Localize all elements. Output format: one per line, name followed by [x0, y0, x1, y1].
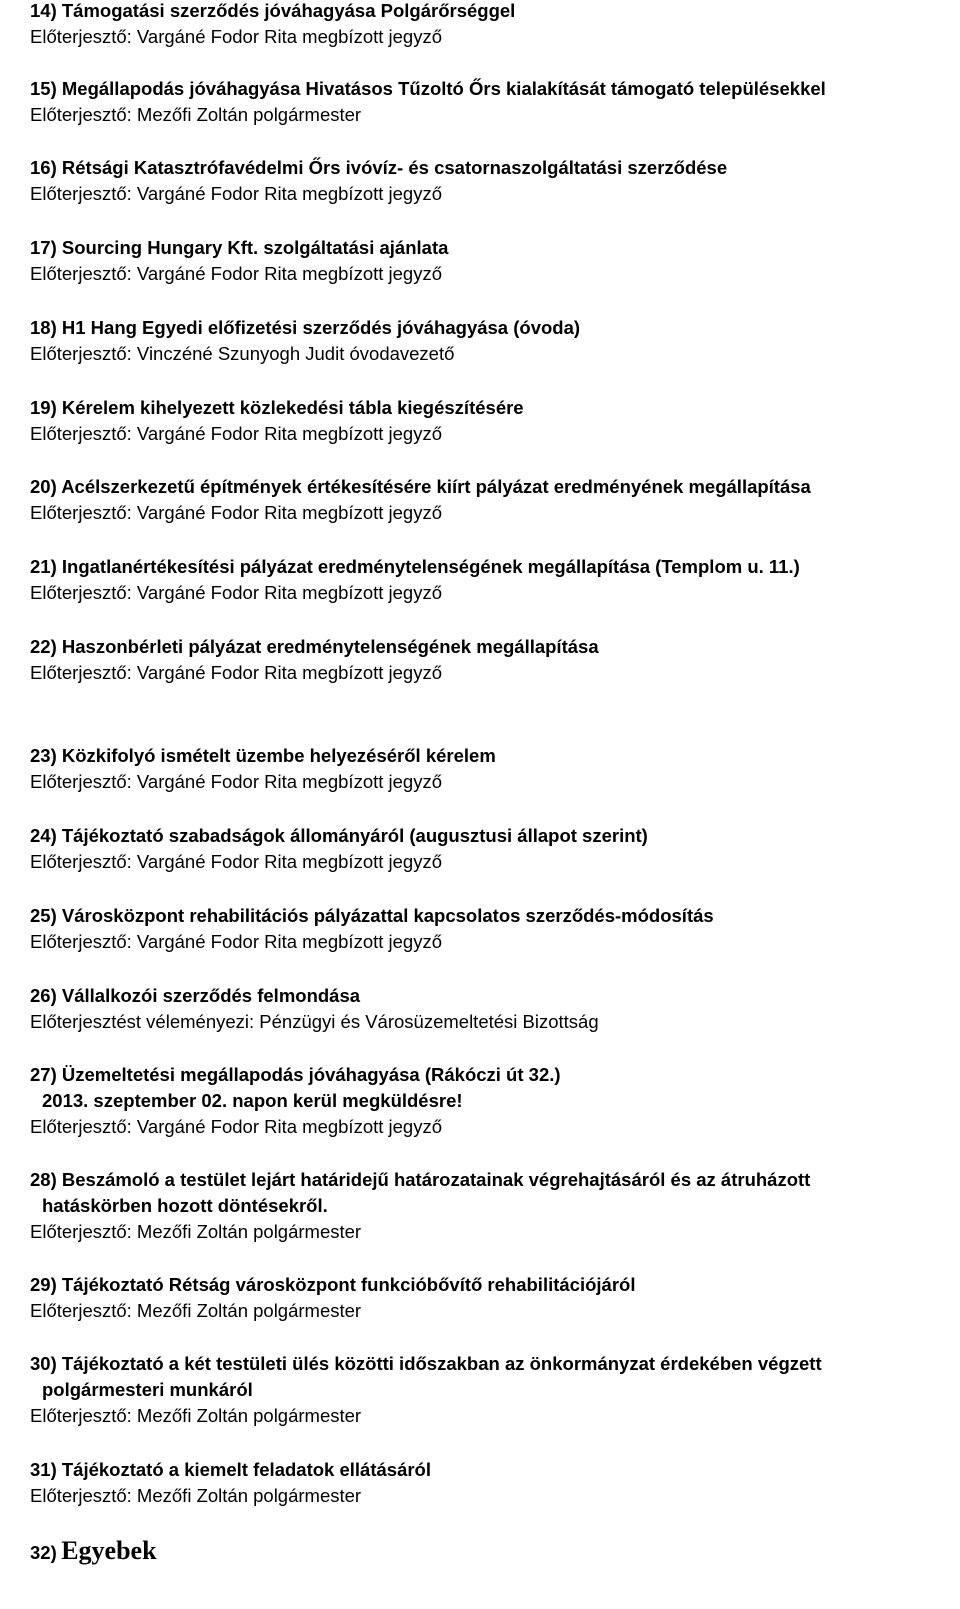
agenda-item-title: 14) Támogatási szerződés jóváhagyása Polgárőrséggel [30, 0, 516, 21]
agenda-item-presenter: Előterjesztő: Mezőfi Zoltán polgármester [30, 1300, 362, 1321]
agenda-item-16 [30, 155, 955, 207]
agenda-item-presenter: Előterjesztő: Mezőfi Zoltán polgármester [30, 1221, 362, 1242]
agenda-item-title: 22) Haszonbérleti pályázat eredménytelenségének megállapítása [30, 636, 599, 657]
agenda-item-title-line: 30) Tájékoztató a két testületi ülés közötti időszakban az önkormányzat érdekében végzett [30, 1353, 822, 1374]
agenda-item-presenter: Előterjesztő: Vargáné Fodor Rita megbízott jegyző [30, 662, 443, 683]
agenda-item-presenter: Előterjesztő: Mezőfi Zoltán polgármester [30, 104, 362, 125]
agenda-item-15 [30, 76, 955, 128]
agenda-item-32 [30, 1536, 157, 1566]
agenda-item-presenter: Előterjesztő: Vargáné Fodor Rita megbízott jegyző [30, 851, 443, 872]
agenda-item-21 [30, 554, 955, 606]
agenda-item-presenter: Előterjesztő: Vargáné Fodor Rita megbízott jegyző [30, 1116, 443, 1137]
agenda-item-presenter: Előterjesztést véleményezi: Pénzügyi és Városüzemeltetési Bizottság [30, 1011, 599, 1032]
agenda-item-presenter: Előterjesztő: Vargáné Fodor Rita megbízott jegyző [30, 771, 443, 792]
agenda-item-title-continuation: 2013. szeptember 02. napon kerül megküldésre! [42, 1090, 463, 1111]
agenda-item-25 [30, 903, 955, 955]
agenda-item-title-continuation: polgármesteri munkáról [42, 1379, 253, 1400]
agenda-item-26 [30, 983, 955, 1035]
agenda-item-17 [30, 235, 955, 287]
agenda-item-presenter: Előterjesztő: Vargáné Fodor Rita megbízott jegyző [30, 263, 443, 284]
agenda-item-presenter: Előterjesztő: Vargáné Fodor Rita megbízott jegyző [30, 423, 443, 444]
agenda-item-title-line: 28) Beszámoló a testület lejárt határidejű határozatainak végrehajtásáról és az átruházott [30, 1169, 811, 1190]
agenda-item-presenter: Előterjesztő: Vinczéné Szunyogh Judit óvodavezető [30, 343, 455, 364]
agenda-item-title [30, 1062, 955, 1114]
agenda-item-title [30, 1167, 955, 1219]
agenda-item-presenter: Előterjesztő: Vargáné Fodor Rita megbízott jegyző [30, 582, 443, 603]
agenda-item-title: 20) Acélszerkezetű építmények értékesítésére kiírt pályázat eredményének megállapítása [30, 476, 811, 497]
agenda-item-title: 23) Közkifolyó ismételt üzembe helyezéséről kérelem [30, 745, 496, 766]
agenda-item-title: 15) Megállapodás jóváhagyása Hivatásos Tűzoltó Őrs kialakítását támogató településekkel [30, 78, 826, 99]
agenda-item-18 [30, 315, 955, 367]
agenda-item-title: 24) Tájékoztató szabadságok állományáról (augusztusi állapot szerint) [30, 825, 648, 846]
agenda-item-28 [30, 1167, 955, 1245]
agenda-item-title-continuation: hatáskörben hozott döntésekről. [42, 1195, 328, 1216]
agenda-item-number: 32) [30, 1542, 57, 1563]
agenda-item-title: Egyebek [61, 1536, 157, 1565]
agenda-item-presenter: Előterjesztő: Vargáné Fodor Rita megbízott jegyző [30, 26, 443, 47]
agenda-item-presenter: Előterjesztő: Mezőfi Zoltán polgármester [30, 1485, 362, 1506]
agenda-item-presenter: Előterjesztő: Vargáné Fodor Rita megbízott jegyző [30, 183, 443, 204]
agenda-item-24 [30, 823, 955, 875]
agenda-item-title: 29) Tájékoztató Rétság városközpont funkcióbővítő rehabilitációjáról [30, 1274, 636, 1295]
agenda-item-presenter: Előterjesztő: Mezőfi Zoltán polgármester [30, 1405, 362, 1426]
agenda-item-29 [30, 1272, 955, 1324]
agenda-item-title: 21) Ingatlanértékesítési pályázat eredménytelenségének megállapítása (Templom u. 11.) [30, 556, 800, 577]
agenda-item-20 [30, 474, 955, 526]
agenda-item-19 [30, 395, 955, 447]
agenda-item-title: 18) H1 Hang Egyedi előfizetési szerződés jóváhagyása (óvoda) [30, 317, 581, 338]
agenda-item-title: 25) Városközpont rehabilitációs pályázattal kapcsolatos szerződés-módosítás [30, 905, 714, 926]
agenda-item-23 [30, 743, 955, 795]
agenda-item-31 [30, 1457, 955, 1509]
agenda-item-presenter: Előterjesztő: Vargáné Fodor Rita megbízott jegyző [30, 931, 443, 952]
agenda-item-title: 16) Rétsági Katasztrófavédelmi Őrs ivóvíz- és csatornaszolgáltatási szerződése [30, 157, 728, 178]
agenda-item-27 [30, 1062, 955, 1140]
agenda-item-title [30, 1351, 955, 1403]
agenda-item-title: 31) Tájékoztató a kiemelt feladatok ellátásáról [30, 1459, 431, 1480]
agenda-item-title: 26) Vállalkozói szerződés felmondása [30, 985, 361, 1006]
agenda-item-title: 19) Kérelem kihelyezett közlekedési tábla kiegészítésére [30, 397, 524, 418]
agenda-item-30 [30, 1351, 955, 1429]
agenda-item-presenter: Előterjesztő: Vargáné Fodor Rita megbízott jegyző [30, 502, 443, 523]
agenda-item-title-line: 27) Üzemeltetési megállapodás jóváhagyása (Rákóczi út 32.) [30, 1064, 561, 1085]
agenda-item-14 [30, 0, 955, 50]
agenda-item-title: 17) Sourcing Hungary Kft. szolgáltatási ajánlata [30, 237, 449, 258]
agenda-item-22 [30, 634, 955, 686]
